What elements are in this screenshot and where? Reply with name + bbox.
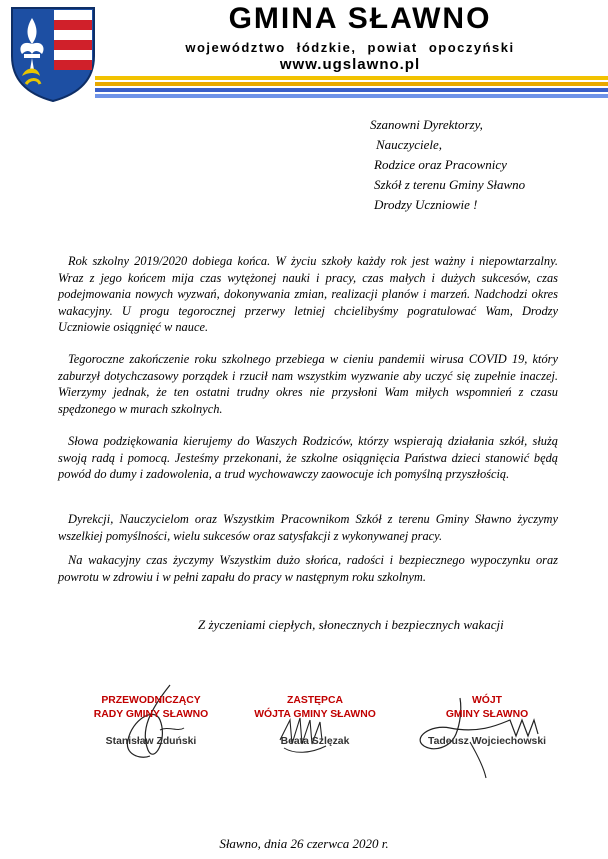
greeting-line: Rodzice oraz Pracownicy	[374, 157, 507, 172]
letter-paragraph: Rok szkolny 2019/2020 dobiega końca. W życiu szkoły każdy rok jest ważny i niepowtarzalny. Wraz z jego końcem mija czas wytężonej nauki i pracy, czas małych i dużych sukcesów, czas podejmowania nowych wyzwań, dokonywania zmian, realizacji planów i marzeń. Nadchodzi okres wakacyjny. U progu tegorocznej przerwy letniej chcielibyśmy pogratulować Wam, Drodzy Uczniowie osiągnięć w nauce.	[58, 254, 558, 334]
letterhead	[0, 0, 608, 110]
website-link[interactable]: www.ugslawno.pl	[279, 56, 421, 73]
greeting	[370, 115, 525, 215]
signature-name: Beata Szlęzak	[280, 736, 350, 747]
greeting-line: Nauczyciele,	[376, 137, 443, 152]
region-subtitle: województwo łódzkie, powiat opoczyński	[185, 40, 515, 55]
greeting-line: Szanowni Dyrektorzy,	[370, 117, 483, 132]
signature-role: PRZEWODNICZĄCY	[101, 695, 201, 706]
signature-deputy-mayor	[230, 694, 400, 749]
coat-of-arms-icon	[8, 4, 98, 104]
letter-paragraph: Na wakacyjny czas życzymy Wszystkim dużo słońca, radości i bezpiecznego wypoczynku oraz powrotu w zdrowiu i w pełni zapału do pracy w następnym roku szkolnym.	[58, 553, 558, 584]
municipality-title: GMINA SŁAWNO	[228, 2, 492, 35]
signature-name: Stanisław Zduński	[105, 736, 197, 747]
date-place: Sławno, dnia 26 czerwca 2020 r.	[219, 836, 389, 851]
signature-role: ZASTĘPCA	[287, 695, 343, 706]
signature-role: WÓJT	[471, 695, 502, 706]
greeting-line: Drodzy Uczniowie !	[374, 197, 478, 212]
signature-name: Tadeusz Wojciechowski	[428, 736, 546, 747]
signature-role: RADY GMINY SŁAWNO	[93, 709, 209, 720]
closing-wishes: Z życzeniami ciepłych, słonecznych i bezpiecznych wakacji	[198, 617, 504, 632]
letter-paragraph: Dyrekcji, Nauczycielom oraz Wszystkim Pracownikom Szkół z terenu Gminy Sławno życzymy wszelkiej pomyślności, wielu sukcesów oraz satysfakcji z wykonywanej pracy.	[58, 512, 558, 543]
letter-paragraph: Słowa podziękowania kierujemy do Waszych Rodziców, którzy wspierają działania szkół, służą swoją radą i pomocą. Jesteśmy przekonani, że szkolne osiągnięcia Państwa dzieci stanowić będą powód do dumy i zadowolenia, a trud wychowawczy zaowocuje ich pomyślną przyszłością.	[58, 434, 558, 481]
signature-role: GMINY SŁAWNO	[445, 709, 529, 720]
decorative-stripes	[95, 76, 608, 110]
signature-role: WÓJTA GMINY SŁAWNO	[254, 709, 376, 720]
greeting-line: Szkół z terenu Gminy Sławno	[374, 177, 526, 192]
letter-paragraph: Tegoroczne zakończenie roku szkolnego przebiega w cieniu pandemii wirusa COVID 19, który zaburzył dotychczasowy porządek i rzucił nam wszystkim wyzwanie aby uczyć się zupełnie inaczej. Wierzymy jednak, że ten ostatni trudny okres nie przysłoni Wam miłych wspomnień z czasu spędzonego w murach szkolnych.	[58, 352, 558, 416]
signature-mayor	[402, 694, 572, 749]
signature-chairman	[66, 694, 236, 749]
